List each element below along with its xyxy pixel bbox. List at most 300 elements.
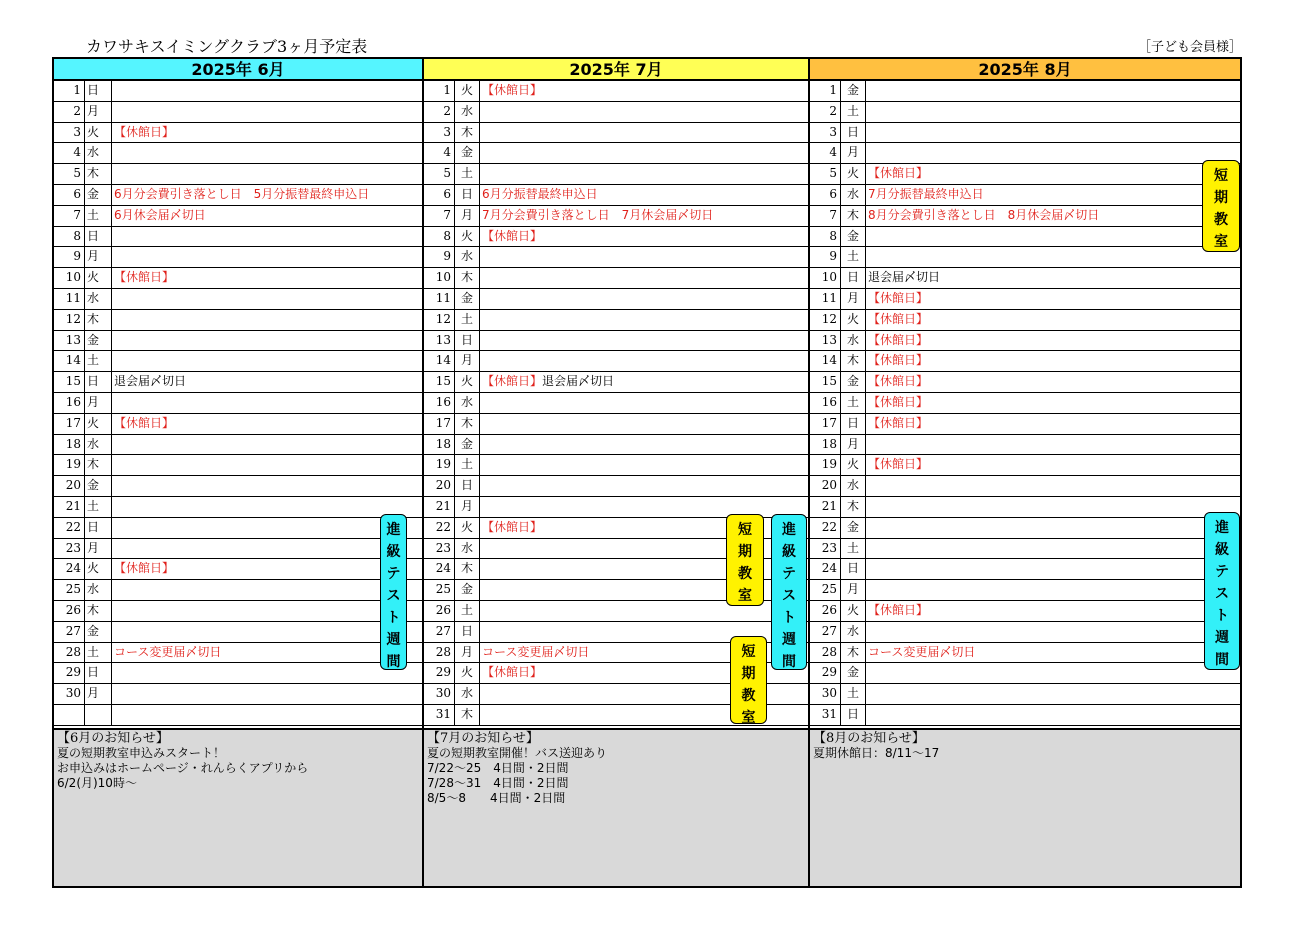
weekday: 木 <box>840 497 866 517</box>
day-number: 21 <box>65 498 81 513</box>
day-row <box>810 351 1240 372</box>
tag-char: ト <box>386 610 401 626</box>
day-row <box>424 455 808 476</box>
event-cell <box>112 705 422 725</box>
event-cell <box>866 622 1240 642</box>
event-cell <box>112 455 422 475</box>
weekday: 日 <box>840 123 866 143</box>
day-row <box>54 435 422 456</box>
tag-char: 期 <box>741 666 756 682</box>
tag-char: 期 <box>738 544 752 560</box>
day-number: 11 <box>821 290 837 305</box>
day-row <box>424 476 808 497</box>
weekday: 金 <box>84 185 112 205</box>
day-number: 9 <box>73 249 81 264</box>
event-cell <box>112 185 422 205</box>
day-row <box>54 580 422 601</box>
day-row <box>810 268 1240 289</box>
event-cell <box>866 310 1240 330</box>
notice-heading: 【7月のお知らせ】 <box>427 731 539 746</box>
weekday: 火 <box>454 81 480 101</box>
weekday: 月 <box>840 580 866 600</box>
weekday: 木 <box>84 455 112 475</box>
event-cell <box>112 81 422 101</box>
day-number: 14 <box>435 353 451 368</box>
day-row <box>424 372 808 393</box>
day-row <box>54 601 422 622</box>
weekday: 日 <box>840 559 866 579</box>
event-cell <box>866 684 1240 704</box>
day-number: 1 <box>829 83 837 97</box>
event-text: 【休館日】 <box>868 457 929 472</box>
test-week-tag-august <box>1204 512 1240 670</box>
event-text: 7月分会費引き落とし日 7月休会届〆切日 <box>482 207 714 222</box>
weekday: 日 <box>84 663 112 683</box>
day-row <box>810 539 1240 560</box>
event-cell <box>480 455 808 475</box>
day-number: 8 <box>73 228 81 243</box>
day-row <box>424 268 808 289</box>
day-number: 2 <box>829 103 837 118</box>
event-text: 【休館日】 <box>114 415 175 430</box>
tag-text <box>1203 165 1239 253</box>
event-text: 【休館日】 <box>482 665 543 680</box>
day-row <box>54 497 422 518</box>
day-number: 17 <box>65 415 81 430</box>
event-text: 6月休会届〆切日 <box>114 207 206 222</box>
weekday: 木 <box>840 643 866 663</box>
day-row <box>54 643 422 664</box>
event-cell <box>480 393 808 413</box>
weekday: 月 <box>84 539 112 559</box>
day-number: 26 <box>821 602 837 617</box>
day-number: 30 <box>435 686 451 701</box>
tag-text <box>772 519 806 673</box>
day-row <box>810 414 1240 435</box>
event-text: コース変更届〆切日 <box>482 644 590 659</box>
event-text: 【休館日】 <box>482 519 543 534</box>
event-text: コース変更届〆切日 <box>114 644 222 659</box>
day-row <box>424 143 808 164</box>
short-course-tag-august <box>1202 160 1240 252</box>
day-number: 23 <box>65 540 81 555</box>
test-week-tag-june <box>380 514 407 670</box>
tag-text <box>727 519 763 607</box>
day-number: 25 <box>821 582 837 597</box>
notice-heading: 【8月のお知らせ】 <box>813 731 925 746</box>
day-row <box>54 539 422 560</box>
day-row <box>54 227 422 248</box>
weekday: 火 <box>454 372 480 392</box>
day-row <box>54 414 422 435</box>
day-row <box>54 684 422 705</box>
weekday: 水 <box>840 331 866 351</box>
tag-char: 短 <box>738 522 752 538</box>
day-number: 7 <box>829 207 837 222</box>
event-cell <box>866 393 1240 413</box>
event-cell <box>866 455 1240 475</box>
day-number: 28 <box>435 644 451 659</box>
test-week-tag-july <box>771 514 807 670</box>
weekday: 月 <box>454 351 480 371</box>
day-row <box>54 268 422 289</box>
event-cell <box>480 476 808 496</box>
weekday: 木 <box>840 351 866 371</box>
day-row <box>54 143 422 164</box>
day-number: 23 <box>435 540 451 555</box>
weekday: 土 <box>454 601 480 621</box>
event-cell <box>480 331 808 351</box>
weekday: 金 <box>840 227 866 247</box>
notice-line: お申込みはホームページ・れんらくアプリから <box>57 761 309 775</box>
day-row <box>54 289 422 310</box>
weekday: 土 <box>84 497 112 517</box>
tag-char: 間 <box>1215 652 1229 668</box>
weekday: 水 <box>84 289 112 309</box>
weekday: 木 <box>454 705 480 725</box>
notice-july <box>424 728 808 886</box>
day-number: 2 <box>73 103 81 118</box>
weekday: 金 <box>454 580 480 600</box>
weekday: 土 <box>840 102 866 122</box>
day-rows <box>424 81 808 726</box>
tag-char: 進 <box>386 522 401 538</box>
event-cell <box>866 663 1240 683</box>
event-cell <box>866 643 1240 663</box>
event-text: 【休館日】 <box>114 124 175 139</box>
tag-text <box>731 641 766 729</box>
weekday: 日 <box>454 331 480 351</box>
event-text: 【休館日】 <box>868 602 929 617</box>
day-number: 28 <box>65 644 81 659</box>
event-cell <box>866 476 1240 496</box>
day-row <box>54 164 422 185</box>
weekday: 水 <box>84 143 112 163</box>
day-number: 12 <box>821 311 837 326</box>
tag-char: テ <box>782 566 796 582</box>
event-text: 【休館日】 <box>482 374 543 389</box>
day-row <box>810 247 1240 268</box>
day-row <box>424 331 808 352</box>
weekday: 日 <box>840 705 866 725</box>
tag-char: 期 <box>1214 190 1228 206</box>
member-label: ［子ども会員様］ <box>1137 40 1242 55</box>
day-row <box>810 601 1240 622</box>
day-number: 17 <box>821 415 837 430</box>
event-cell <box>112 539 422 559</box>
event-cell <box>480 310 808 330</box>
weekday: 木 <box>454 559 480 579</box>
notice-line: 6/2(月)10時～ <box>57 776 137 790</box>
day-row <box>424 289 808 310</box>
event-text: 【休館日】 <box>114 561 175 576</box>
event-cell <box>112 684 422 704</box>
day-rows <box>810 81 1240 726</box>
notice-line: 7/28～31 4日間・2日間 <box>427 776 569 790</box>
day-row <box>810 143 1240 164</box>
day-number: 27 <box>435 623 451 638</box>
day-number: 20 <box>435 478 451 493</box>
day-row <box>810 227 1240 248</box>
event-text: 退会届〆切日 <box>114 374 187 389</box>
event-cell <box>866 143 1240 163</box>
weekday: 土 <box>84 206 112 226</box>
day-number: 24 <box>821 561 837 576</box>
tag-char: 間 <box>386 654 401 670</box>
weekday: 木 <box>454 268 480 288</box>
event-cell <box>112 476 422 496</box>
event-cell <box>866 435 1240 455</box>
day-row <box>424 185 808 206</box>
day-number: 27 <box>821 623 837 638</box>
notice-line: 夏期休館日：8/11～17 <box>813 746 940 760</box>
weekday: 土 <box>840 684 866 704</box>
weekday: 月 <box>84 247 112 267</box>
event-cell <box>112 247 422 267</box>
event-text: 退会届〆切日 <box>542 374 615 389</box>
tag-char: ト <box>1215 608 1229 624</box>
tag-char: 級 <box>386 544 401 560</box>
day-number: 3 <box>829 124 837 139</box>
weekday: 土 <box>840 247 866 267</box>
page-title: カワサキスイミングクラブ3ヶ月予定表 <box>86 37 368 56</box>
day-number <box>54 705 84 725</box>
day-number: 10 <box>821 270 837 285</box>
notice-line: 7/22～25 4日間・2日間 <box>427 761 569 775</box>
tag-char: 教 <box>741 688 756 704</box>
tag-char: 室 <box>741 710 756 726</box>
weekday: 月 <box>454 497 480 517</box>
day-row <box>810 393 1240 414</box>
weekday: 日 <box>84 81 112 101</box>
day-row <box>810 435 1240 456</box>
weekday: 土 <box>454 455 480 475</box>
day-number: 19 <box>821 457 837 472</box>
day-number: 7 <box>73 207 81 222</box>
day-number: 22 <box>821 519 837 534</box>
event-cell <box>866 539 1240 559</box>
event-text: 【休館日】 <box>868 290 929 305</box>
weekday: 金 <box>454 143 480 163</box>
day-row <box>54 622 422 643</box>
weekday: 火 <box>84 123 112 143</box>
weekday: 木 <box>454 123 480 143</box>
day-row <box>424 414 808 435</box>
day-row <box>54 310 422 331</box>
short-course-tag-july-1 <box>726 514 764 606</box>
day-number: 31 <box>821 706 837 721</box>
weekday: 火 <box>454 518 480 538</box>
day-number: 5 <box>443 166 451 181</box>
day-number: 9 <box>829 249 837 264</box>
day-number: 1 <box>73 83 81 97</box>
weekday: 日 <box>454 476 480 496</box>
day-number: 20 <box>65 478 81 493</box>
month-july <box>424 59 810 886</box>
day-row <box>54 185 422 206</box>
weekday: 火 <box>840 601 866 621</box>
day-row <box>810 497 1240 518</box>
weekday: 月 <box>454 206 480 226</box>
event-cell <box>112 580 422 600</box>
event-cell <box>866 81 1240 101</box>
day-number: 8 <box>443 228 451 243</box>
month-june <box>54 59 424 886</box>
event-cell <box>866 497 1240 517</box>
day-number: 29 <box>821 665 837 680</box>
weekday: 火 <box>84 414 112 434</box>
notice-line: 夏の短期教室申込みスタート！ <box>57 746 226 760</box>
event-text: 【休館日】 <box>868 332 929 347</box>
weekday: 日 <box>84 372 112 392</box>
event-cell <box>866 580 1240 600</box>
tag-char: 級 <box>782 544 796 560</box>
day-row <box>810 476 1240 497</box>
day-number: 29 <box>65 665 81 680</box>
weekday: 金 <box>84 476 112 496</box>
day-number: 29 <box>435 665 451 680</box>
day-number: 17 <box>435 415 451 430</box>
month-header: 2025年 6月 <box>54 59 422 81</box>
day-number: 30 <box>821 686 837 701</box>
short-course-tag-july-2 <box>730 636 767 724</box>
weekday: 金 <box>840 518 866 538</box>
weekday: 水 <box>454 539 480 559</box>
event-text: 【休館日】 <box>482 83 543 97</box>
day-row <box>424 393 808 414</box>
day-number: 16 <box>435 394 451 409</box>
day-number: 11 <box>435 290 451 305</box>
event-cell <box>112 227 422 247</box>
day-number: 13 <box>821 332 837 347</box>
day-number: 23 <box>821 540 837 555</box>
tag-char: 週 <box>1215 630 1229 646</box>
weekday: 火 <box>84 559 112 579</box>
day-number: 22 <box>65 519 81 534</box>
day-number: 15 <box>435 374 451 389</box>
day-row <box>54 351 422 372</box>
event-cell <box>480 414 808 434</box>
weekday: 水 <box>840 476 866 496</box>
weekday: 月 <box>840 435 866 455</box>
day-row <box>424 351 808 372</box>
event-text: 【休館日】 <box>868 166 929 181</box>
event-cell <box>866 268 1240 288</box>
event-text: 【休館日】 <box>868 374 929 389</box>
weekday: 月 <box>454 643 480 663</box>
day-number: 20 <box>821 478 837 493</box>
event-cell <box>112 164 422 184</box>
day-row <box>54 102 422 123</box>
tag-text <box>381 519 406 673</box>
event-cell <box>866 123 1240 143</box>
event-cell <box>480 164 808 184</box>
day-number: 11 <box>65 290 81 305</box>
day-number: 16 <box>821 394 837 409</box>
event-text: 退会届〆切日 <box>868 270 941 285</box>
day-row <box>54 476 422 497</box>
day-row <box>810 518 1240 539</box>
day-number: 4 <box>443 145 451 160</box>
weekday: 土 <box>454 164 480 184</box>
event-cell <box>112 435 422 455</box>
day-number: 13 <box>435 332 451 347</box>
tag-char: 週 <box>386 632 401 648</box>
weekday: 月 <box>84 393 112 413</box>
day-row <box>810 206 1240 227</box>
day-number: 26 <box>435 602 451 617</box>
event-text: 【休館日】 <box>868 394 929 409</box>
day-row <box>54 663 422 684</box>
event-cell <box>866 414 1240 434</box>
weekday: 木 <box>84 310 112 330</box>
notice-line: 8/5～8 4日間・2日間 <box>427 791 566 805</box>
day-row <box>810 580 1240 601</box>
weekday: 水 <box>454 393 480 413</box>
weekday: 土 <box>840 539 866 559</box>
weekday: 月 <box>840 143 866 163</box>
day-row <box>424 81 808 102</box>
day-row <box>810 622 1240 643</box>
event-cell <box>480 351 808 371</box>
day-row <box>810 289 1240 310</box>
day-row <box>810 372 1240 393</box>
month-header: 2025年 8月 <box>810 59 1240 81</box>
weekday: 木 <box>840 206 866 226</box>
weekday: 月 <box>840 289 866 309</box>
weekday: 火 <box>84 268 112 288</box>
day-number: 4 <box>829 145 837 160</box>
day-number: 4 <box>73 145 81 160</box>
event-cell <box>112 601 422 621</box>
weekday: 日 <box>454 622 480 642</box>
event-cell <box>112 663 422 683</box>
event-cell <box>866 559 1240 579</box>
day-row <box>424 206 808 227</box>
notice-line: 夏の短期教室開催！バス送迎あり <box>427 746 608 760</box>
event-cell <box>866 518 1240 538</box>
day-row <box>810 559 1240 580</box>
weekday: 土 <box>84 643 112 663</box>
day-row <box>54 206 422 227</box>
event-cell <box>480 102 808 122</box>
day-row <box>810 331 1240 352</box>
tag-char: 教 <box>738 566 752 582</box>
day-rows <box>54 81 422 726</box>
weekday: 金 <box>840 81 866 101</box>
event-text: 【休館日】 <box>114 270 175 285</box>
day-number: 31 <box>435 706 451 721</box>
day-number: 3 <box>443 124 451 139</box>
month-august <box>810 59 1240 886</box>
notice-june <box>54 728 422 886</box>
day-row <box>54 518 422 539</box>
weekday: 火 <box>840 164 866 184</box>
event-text: 【休館日】 <box>482 228 543 243</box>
weekday: 金 <box>840 372 866 392</box>
weekday: 土 <box>84 351 112 371</box>
tag-char: 室 <box>1214 234 1228 250</box>
day-row <box>424 164 808 185</box>
event-cell <box>112 143 422 163</box>
event-cell <box>866 331 1240 351</box>
weekday: 木 <box>454 414 480 434</box>
day-row <box>54 705 422 726</box>
event-cell <box>480 247 808 267</box>
day-number: 5 <box>829 166 837 181</box>
day-number: 16 <box>65 394 81 409</box>
event-text: 【休館日】 <box>868 415 929 430</box>
